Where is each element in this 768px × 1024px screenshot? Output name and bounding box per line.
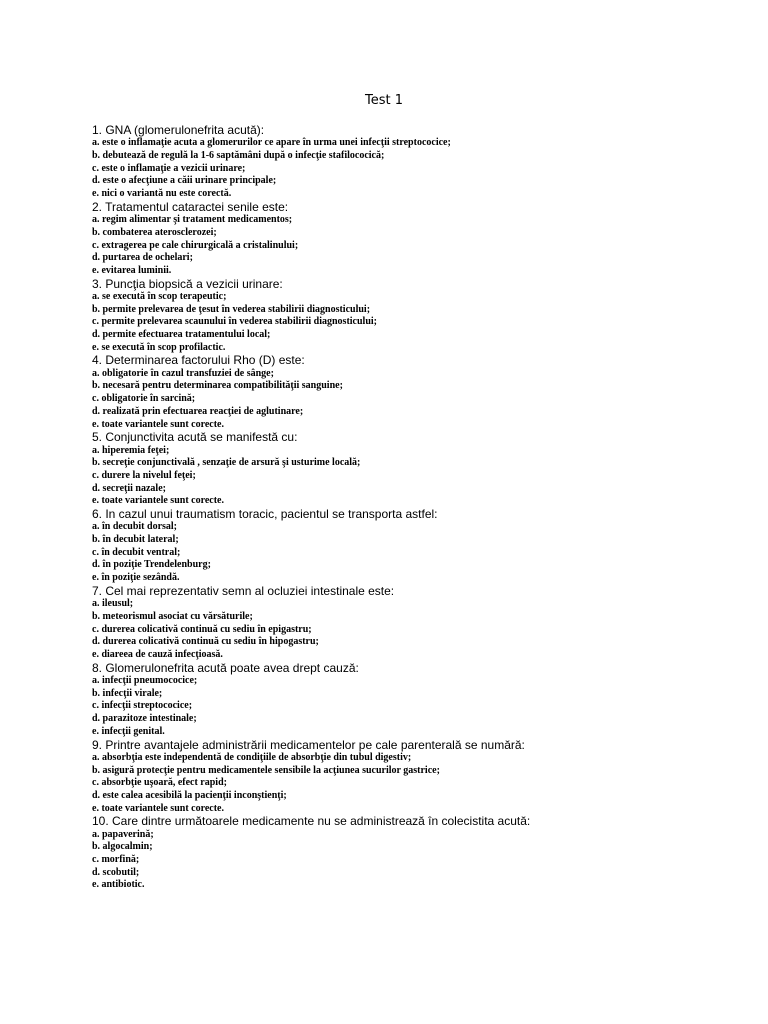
answer-options — [92, 675, 742, 739]
answer-options — [92, 214, 742, 278]
answer-option: a. regim alimentar şi tratament medicamentos; — [92, 214, 293, 226]
answer-option: d. în poziţie Trendelenburg; — [92, 559, 211, 571]
question-5 — [92, 431, 742, 508]
answer-option: b. infecţii virale; — [92, 687, 163, 699]
answer-option: e. se execută în scop profilactic. — [92, 341, 226, 353]
question-title: 6. In cazul unui traumatism toracic, pacientul se transporta astfel: — [92, 507, 438, 522]
answer-option: a. este o inflamaţie acuta a glomerurilor ce apare în urma unei infecţii streptococice; — [92, 137, 451, 149]
answer-option: c. durere la nivelul feţei; — [92, 469, 196, 481]
question-1 — [92, 124, 742, 201]
answer-option: e. antibiotic. — [92, 879, 145, 891]
answer-option: d. este o afecţiune a căii urinare principale; — [92, 175, 277, 187]
answer-option: e. infecţii genital. — [92, 725, 165, 737]
question-title: 10. Care dintre următoarele medicamente nu se administrează în colecistita acută: — [92, 814, 531, 829]
answer-option: b. meteorismul asociat cu vărsăturile; — [92, 610, 253, 622]
answer-option: a. se execută în scop terapeutic; — [92, 290, 227, 302]
answer-option: c. este o inflamaţie a vezicii urinare; — [92, 162, 246, 174]
answer-option: c. extragerea pe cale chirurgicală a cristalinului; — [92, 239, 299, 251]
answer-option: c. permite prelevarea scaunului în vederea stabilirii diagnosticului; — [92, 316, 377, 328]
question-title: 3. Puncţia biopsică a vezicii urinare: — [92, 276, 283, 291]
answer-option: a. obligatorie în cazul transfuziei de sânge; — [92, 367, 274, 379]
answer-option: d. scobutil; — [92, 866, 140, 878]
answer-options — [92, 445, 742, 509]
question-8 — [92, 662, 742, 739]
answer-option: c. morfină; — [92, 854, 140, 866]
answer-option: b. algocalmin; — [92, 841, 153, 853]
question-title: 7. Cel mai reprezentativ semn al ocluziei intestinale este: — [92, 583, 395, 598]
answer-options — [92, 368, 742, 432]
answer-option: b. combaterea aterosclerozei; — [92, 226, 217, 238]
answer-option: c. absorbţie uşoară, efect rapid; — [92, 777, 227, 789]
page-title: Test 1 — [364, 93, 403, 108]
answer-option: d. permite efectuarea tratamentului local; — [92, 329, 271, 341]
answer-option: d. realizată prin efectuarea reacţiei de aglutinare; — [92, 405, 304, 417]
answer-option: b. permite prelevarea de ţesut în vederea stabilirii diagnosticului; — [92, 303, 371, 315]
answer-options — [92, 598, 742, 662]
answer-option: a. absorbţia este independentă de condiţiile de absorbţie din tubul digestiv; — [92, 751, 412, 763]
answer-option: c. în decubit ventral; — [92, 546, 181, 558]
answer-options — [92, 752, 742, 816]
answer-options — [92, 291, 742, 355]
answer-option: e. evitarea luminii. — [92, 264, 172, 276]
answer-options — [92, 521, 742, 585]
answer-option: d. durerea colicativă continuă cu sediu în hipogastru; — [92, 636, 319, 648]
answer-option: a. papaverină; — [92, 828, 154, 840]
answer-option: e. în poziţie sezândă. — [92, 572, 180, 584]
answer-option: c. durerea colicativă continuă cu sediu în epigastru; — [92, 623, 312, 635]
question-title: 1. GNA (glomerulonefrita acută): — [92, 123, 265, 137]
answer-option: b. asigură protecţie pentru medicamentele sensibile la acţiunea sucurilor gastrice; — [92, 764, 440, 776]
question-3 — [92, 278, 742, 355]
answer-options — [92, 829, 742, 893]
question-title: 2. Tratamentul cataractei senile este: — [92, 199, 289, 214]
answer-option: d. purtarea de ochelari; — [92, 252, 193, 264]
answer-option: e. diareea de cauză infecţioasă. — [92, 648, 223, 660]
answer-option: a. ileusul; — [92, 598, 134, 610]
answer-option: b. în decubit lateral; — [92, 534, 179, 546]
question-title: 4. Determinarea factorului Rho (D) este: — [92, 353, 305, 368]
answer-option: e. nici o variantă nu este corectă. — [92, 188, 232, 200]
answer-option: e. toate variantele sunt corecte. — [92, 495, 224, 507]
test-body — [92, 124, 742, 892]
answer-option: a. infecţii pneumococice; — [92, 674, 198, 686]
answer-option: d. este calea acesibilă la pacienţii inconştienţi; — [92, 789, 287, 801]
question-title: 9. Printre avantajele administrării medicamentelor pe cale parenterală se numără: — [92, 737, 525, 752]
question-6 — [92, 508, 742, 585]
answer-option: c. infecţii streptococice; — [92, 700, 193, 712]
answer-option: b. necesară pentru determinarea compatibilităţii sanguine; — [92, 380, 343, 392]
answer-option: b. secreţie conjunctivală , senzaţie de arsură şi usturime locală; — [92, 457, 361, 469]
answer-option: a. în decubit dorsal; — [92, 521, 178, 533]
answer-option: c. obligatorie în sarcină; — [92, 393, 196, 405]
answer-option: d. parazitoze intestinale; — [92, 713, 197, 725]
question-4 — [92, 354, 742, 431]
question-title: 5. Conjunctivita acută se manifestă cu: — [92, 430, 298, 445]
answer-option: d. secreţii nazale; — [92, 482, 166, 494]
answer-option: a. hiperemia feţei; — [92, 444, 170, 456]
answer-option: b. debutează de regulă la 1-6 saptămâni după o infecţie stafilococică; — [92, 150, 385, 161]
answer-option: e. toate variantele sunt corecte. — [92, 418, 224, 430]
question-7 — [92, 585, 742, 662]
answer-option: e. toate variantele sunt corecte. — [92, 802, 224, 814]
question-10 — [92, 815, 742, 892]
question-2 — [92, 201, 742, 278]
question-title: 8. Glomerulonefrita acută poate avea drept cauză: — [92, 660, 359, 675]
question-9 — [92, 739, 742, 816]
answer-options — [92, 137, 742, 201]
